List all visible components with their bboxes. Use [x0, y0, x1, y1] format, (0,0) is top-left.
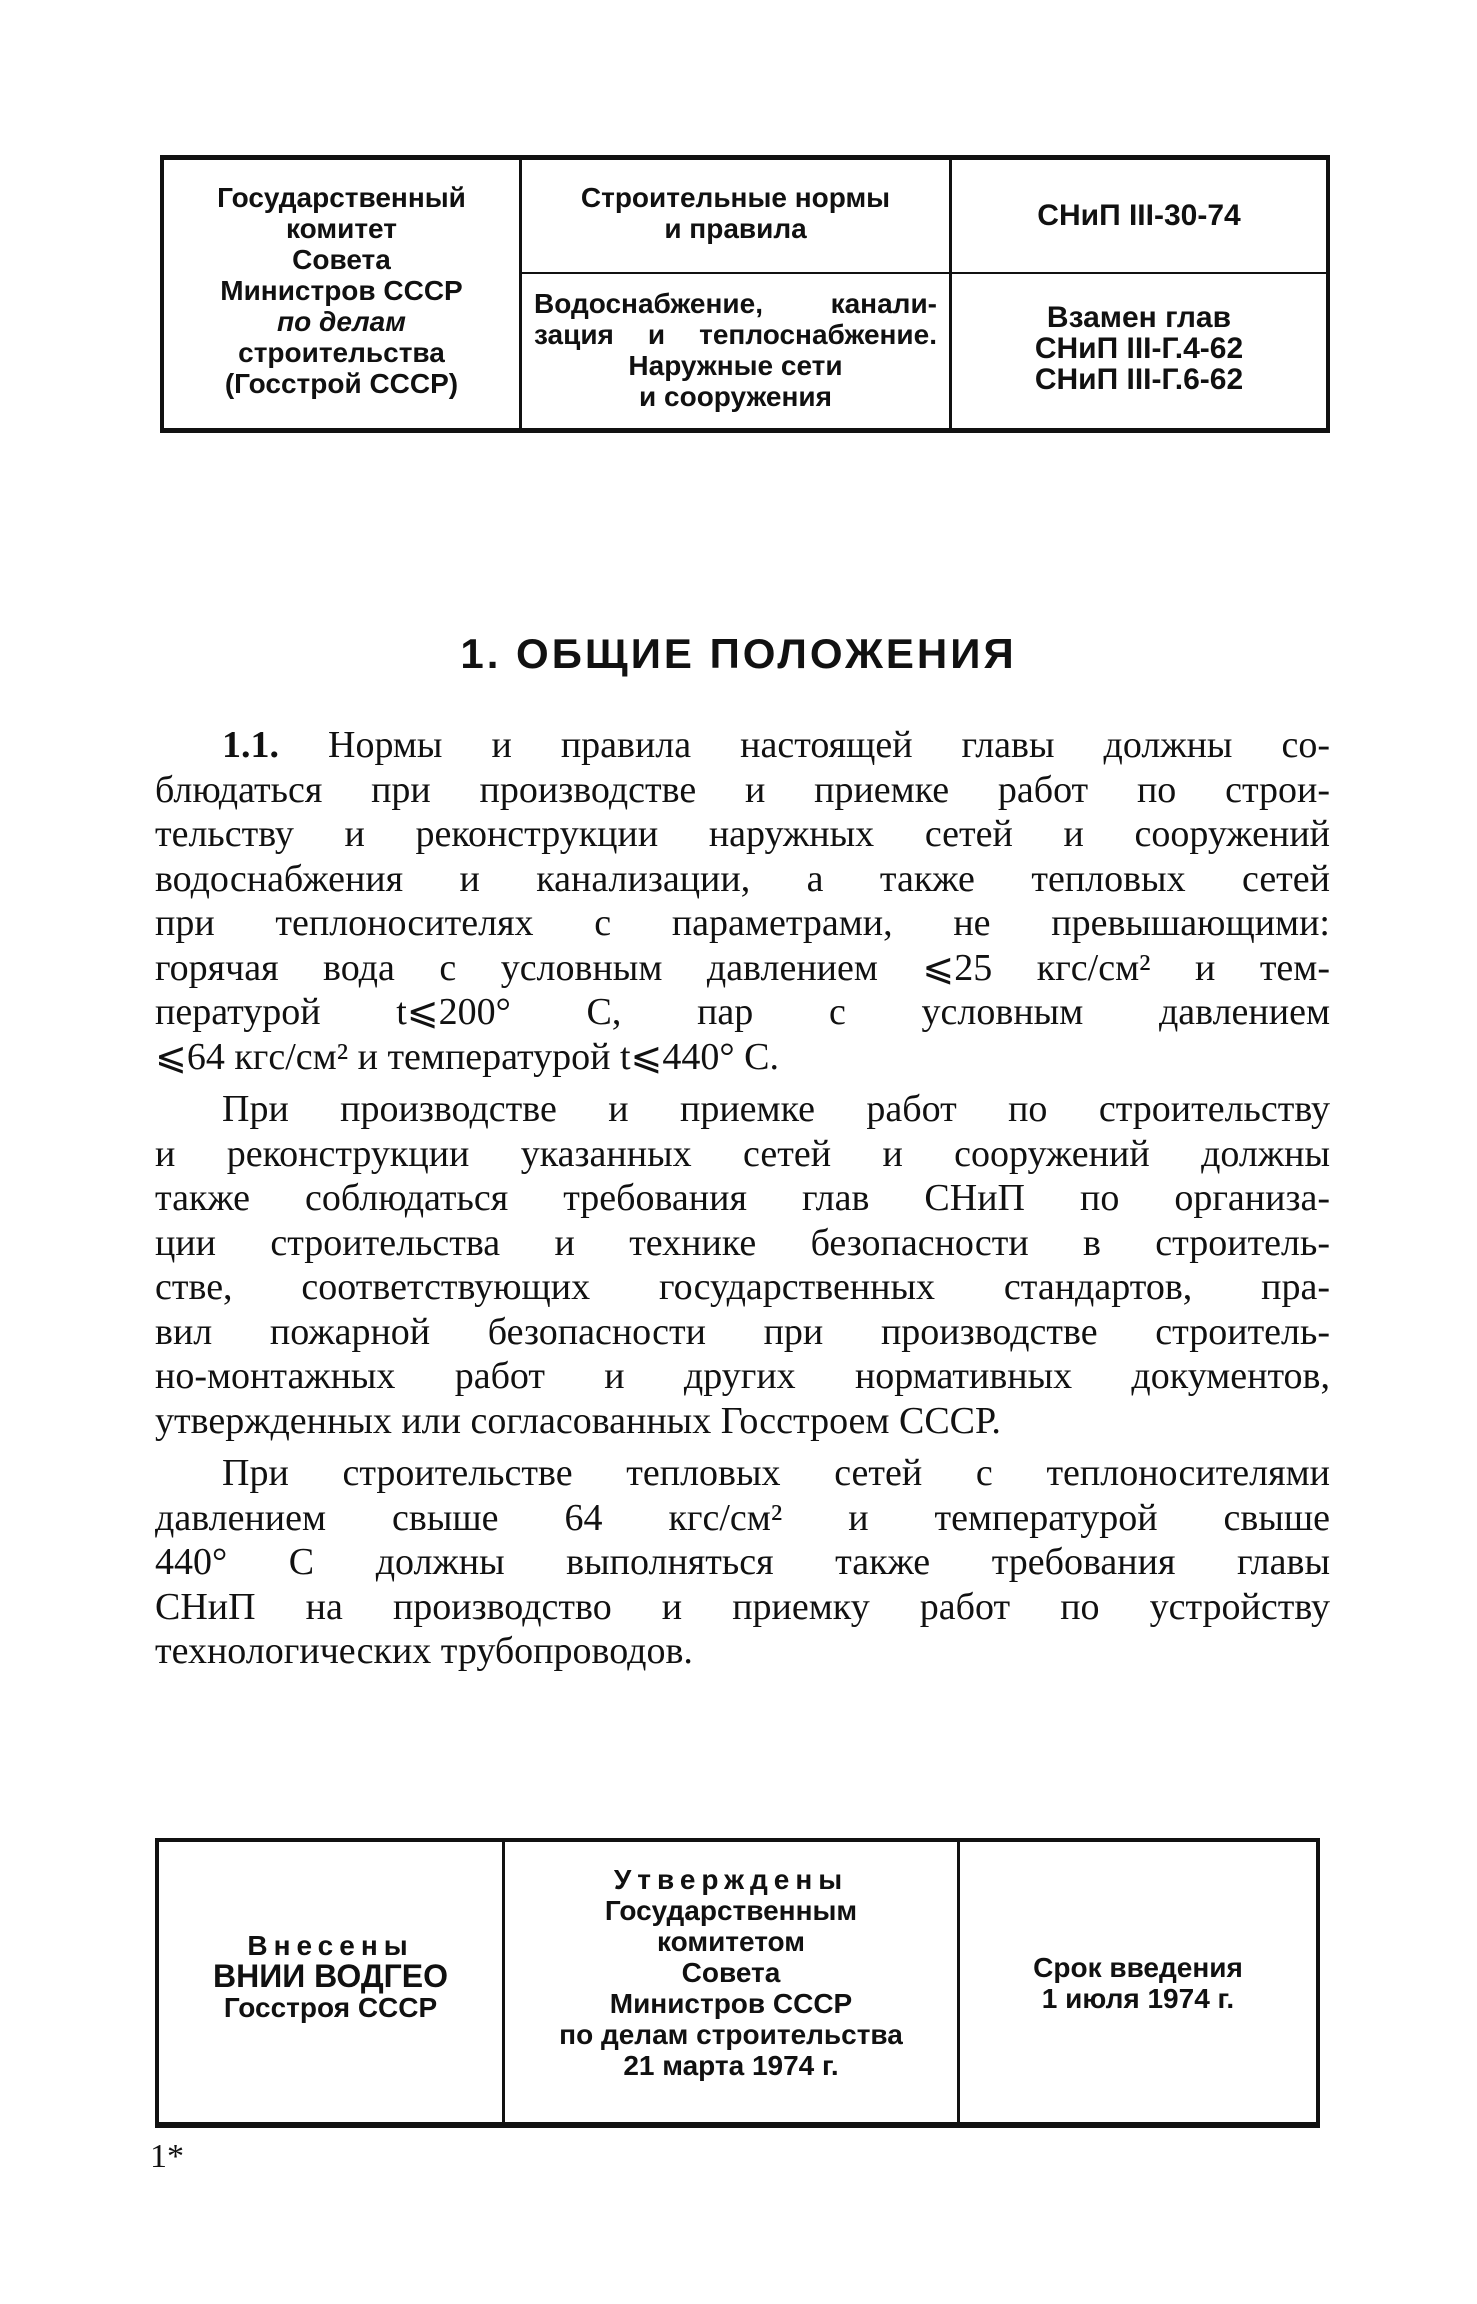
- doc-title-line: Наружные сети: [628, 350, 843, 381]
- replaces-line: СНиП III-Г.4-62: [1034, 332, 1244, 365]
- paragraph-3: [155, 1451, 1330, 1674]
- introduced-label: Внесены: [247, 1930, 414, 1961]
- approved-line: Министров СССР: [609, 1988, 853, 2019]
- text-line: вил пожарной безопасности при производстве строитель-: [155, 1310, 1330, 1353]
- approved-line: Совета: [681, 1957, 781, 1988]
- introduced-organization: ВНИИ ВОДГЕО: [212, 1958, 449, 1994]
- text-line: но-монтажных работ и других нормативных документов,: [155, 1355, 1330, 1397]
- footer-table: [155, 1838, 1320, 2128]
- text-fragment: Нормы и правила настоящей главы должны со-: [279, 724, 1330, 766]
- text-line: 440° С должны выполняться также требования главы: [155, 1541, 1330, 1583]
- header-table: [160, 155, 1330, 433]
- effective-label: Срок введения: [1033, 1952, 1243, 1983]
- text-line: также соблюдаться требования глав СНиП по организа-: [155, 1177, 1330, 1219]
- divider: [952, 272, 1326, 274]
- divider: [522, 272, 949, 274]
- introduced-suborganization: Госстроя СССР: [223, 1992, 438, 2023]
- approval-date: 21 марта 1974 г.: [623, 2050, 839, 2081]
- text-line: и реконструкции указанных сетей и сооружений должны: [155, 1132, 1330, 1175]
- approved-line: по делам строительства: [559, 2019, 903, 2050]
- approved-line: комитетом: [656, 1926, 805, 1957]
- org-line: (Госстрой СССР): [224, 368, 459, 399]
- text-line: пературой t⩽200° С, пар с условным давлением: [155, 991, 1330, 1033]
- text-line: При строительстве тепловых сетей с теплоносителями: [222, 1452, 1330, 1494]
- text-line: [155, 723, 1330, 768]
- text-line: утвержденных или согласованных Госстроем СССР.: [155, 1399, 1001, 1442]
- replaces-line: Взамен глав: [1046, 301, 1232, 334]
- org-line: Совета: [292, 244, 391, 275]
- doc-type-line: Строительные нормы: [580, 182, 891, 213]
- doc-title-line: Водоснабжение, канали-: [534, 288, 937, 319]
- approved-by-cell: [505, 1842, 960, 2122]
- replaces-line: СНиП III-Г.6-62: [1034, 363, 1244, 396]
- org-line: комитет: [286, 213, 397, 244]
- text-line: тельству и реконструкции наружных сетей и сооружений: [155, 813, 1330, 855]
- text-line: блюдаться при производстве и приемке работ по строи-: [155, 768, 1330, 811]
- issuing-organization: [164, 160, 522, 428]
- text-line: При производстве и приемке работ по строительству: [222, 1088, 1330, 1130]
- document-type-cell: [522, 160, 952, 428]
- approved-line: Государственным: [604, 1895, 858, 1926]
- paragraph-number: 1.1.: [222, 724, 279, 766]
- text-line: водоснабжения и канализации, а также тепловых сетей: [155, 857, 1330, 900]
- doc-type-line: и правила: [664, 213, 807, 244]
- doc-title-line: и сооружения: [639, 381, 832, 412]
- replaces-block: [952, 302, 1326, 395]
- text-line: СНиП на производство и приемку работ по устройству: [155, 1585, 1330, 1628]
- text-line: стве, соответствующих государственных стандартов, пра-: [155, 1266, 1330, 1308]
- org-line: Министров СССР: [220, 275, 463, 306]
- text-line: давлением свыше 64 кгс/см² и температурой свыше: [155, 1496, 1330, 1539]
- org-line: по делам: [277, 306, 406, 337]
- effective-date: 1 июля 1974 г.: [1041, 1983, 1235, 2014]
- code-cell: [952, 160, 1326, 428]
- document-title: [522, 288, 949, 412]
- org-line: Государственный: [217, 182, 466, 213]
- page-signature: 1*: [150, 2138, 184, 2175]
- section-heading: 1. ОБЩИЕ ПОЛОЖЕНИЯ: [460, 630, 1017, 677]
- effective-date-cell: [960, 1842, 1320, 2122]
- text-line: ции строительства и технике безопасности в строитель-: [155, 1221, 1330, 1264]
- paragraph-1-1: [155, 723, 1330, 1079]
- doc-title-line: зация и теплоснабжение.: [534, 319, 937, 350]
- paragraph-2: [155, 1087, 1330, 1443]
- text-line: ⩽64 кгс/см² и температурой t⩽440° С.: [155, 1035, 779, 1078]
- text-line: технологических трубопроводов.: [155, 1630, 693, 1672]
- document-code: СНиП III-30-74: [1037, 199, 1241, 232]
- org-line: строительства: [238, 337, 445, 368]
- approved-label: Утверждены: [613, 1864, 849, 1895]
- text-line: горячая вода с условным давлением ⩽25 кгс/см² и тем-: [155, 946, 1330, 989]
- introduced-by-cell: [155, 1842, 505, 2122]
- text-line: при теплоносителях с параметрами, не превышающими:: [155, 902, 1330, 944]
- section-body: [155, 723, 1330, 1674]
